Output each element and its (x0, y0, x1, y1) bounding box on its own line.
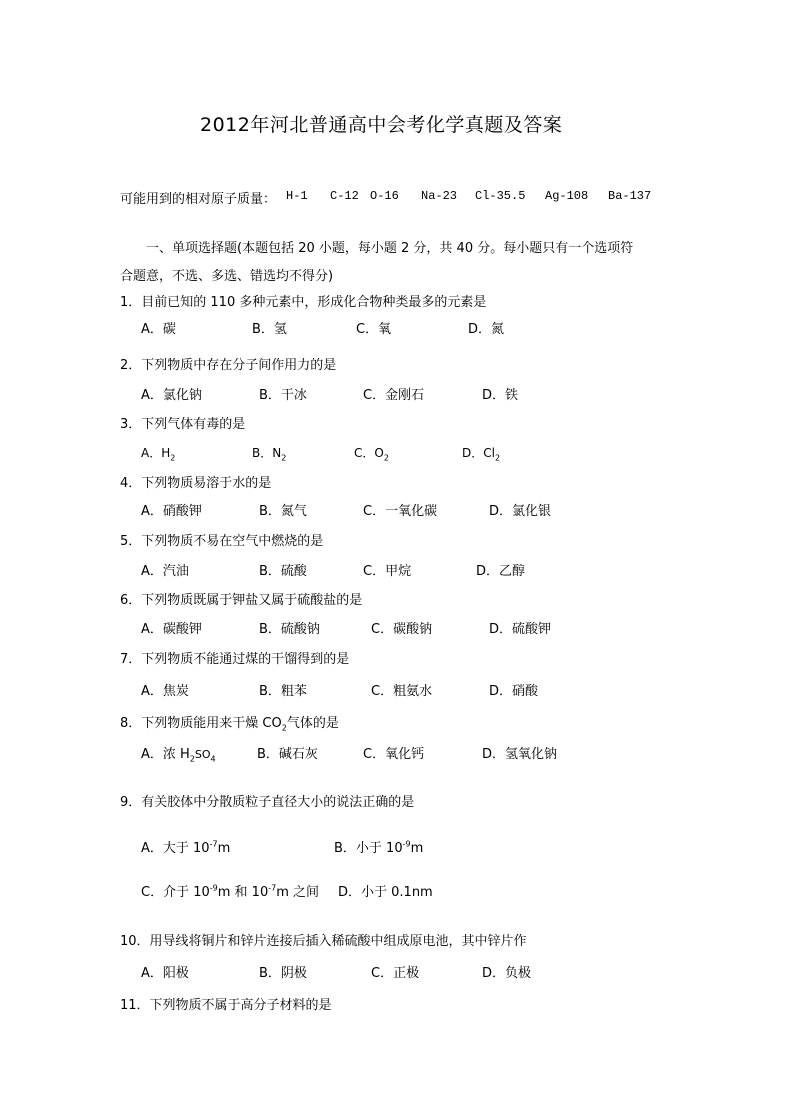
question-7 (120, 648, 349, 667)
option-c: C．一氧化碳 (363, 504, 438, 519)
option-a: A．氯化钠 (141, 388, 202, 403)
question-11 (120, 994, 332, 1013)
option-a: A．焦炭 (141, 684, 189, 699)
question-5 (120, 530, 323, 549)
atomic-mass-cl: Cl-35.5 (475, 189, 526, 203)
atomic-mass-o: O-16 (370, 189, 399, 203)
atomic-mass-c: C-12 (330, 189, 359, 203)
question-3 (120, 413, 245, 432)
option-b: B．$N_2$ (252, 446, 287, 463)
question-10 (120, 930, 527, 949)
option-b: B．小于 $10^{-9}m$ (334, 839, 424, 856)
atomic-mass-na: Na-23 (421, 189, 458, 203)
option-b: B．硫酸 (259, 564, 307, 579)
question-text: 下列物质中存在分子间作用力的是 (141, 358, 337, 373)
question-number: 6． (120, 593, 142, 608)
atomic-mass-h: H-1 (286, 189, 308, 203)
question-number: 5． (120, 534, 142, 549)
question-8 (120, 712, 339, 731)
question-4 (120, 472, 271, 491)
question-number: 9． (120, 795, 142, 810)
option-b: B．碱石灰 (257, 747, 318, 762)
option-c: C．甲烷 (363, 564, 412, 579)
option-a: A．大于 $10^{-7}m$ (141, 839, 231, 856)
option-a: A．碳 (141, 322, 176, 337)
question-number: 10． (120, 934, 150, 949)
option-b: B．干冰 (259, 388, 307, 403)
atomic-mass-ag: Ag-108 (545, 189, 589, 203)
option-c: C．氧 (356, 322, 392, 337)
question-1 (120, 291, 486, 310)
question-number: 1． (120, 295, 142, 310)
option-d: D．负极 (482, 966, 532, 981)
option-c: C．正极 (371, 966, 420, 981)
question-text: 用导线将铜片和锌片连接后插入稀硫酸中组成原电池，其中锌片作 (149, 934, 527, 949)
question-number: 4． (120, 476, 142, 491)
question-number: 2． (120, 358, 142, 373)
question-text: 下列物质不属于高分子材料的是 (149, 998, 332, 1013)
option-d: D．乙醇 (476, 564, 526, 579)
option-d: D．氮 (468, 322, 505, 337)
option-d: D．小于 0.1nm (338, 885, 433, 900)
option-c: C．$O_2$ (354, 446, 389, 463)
option-c: C．金刚石 (363, 388, 425, 403)
option-b: B．氢 (252, 322, 287, 337)
option-a: A．碳酸钾 (141, 622, 202, 637)
page-title: 2012年河北普通高中会考化学真题及答案 (200, 114, 563, 136)
option-d: D．氢氧化钠 (482, 747, 558, 762)
option-a: A．$H_2$ (141, 446, 176, 463)
option-c: C．粗氨水 (371, 684, 433, 699)
question-text: 下列物质能用来干燥 $CO_2$气体的是 (141, 716, 339, 733)
question-text: 有关胶体中分散质粒子直径大小的说法正确的是 (141, 795, 415, 810)
option-d: D．$Cl_2$ (462, 446, 501, 463)
question-6 (120, 589, 362, 608)
atomic-masses (120, 188, 276, 207)
option-c: C．介于 $10^{-9}m$ 和 $10^{-7}m$ 之间 (141, 883, 320, 900)
question-text: 下列物质易溶于水的是 (141, 476, 272, 491)
option-d: D．氯化银 (489, 504, 552, 519)
question-number: 3． (120, 417, 142, 432)
question-text: 下列气体有毒的是 (141, 417, 246, 432)
option-b: B．阴极 (259, 966, 307, 981)
question-number: 11． (120, 998, 150, 1013)
option-d: D．铁 (482, 388, 519, 403)
question-text: 目前已知的 110 多种元素中，形成化合物种类最多的元素是 (141, 295, 487, 310)
option-a: A．汽油 (141, 564, 189, 579)
section-heading-line2: 合题意，不选、多选、错选均不得分) (120, 269, 334, 284)
option-b: B．氮气 (259, 504, 307, 519)
section-heading-line1: 一、单项选择题(本题包括 20 小题，每小题 2 分，共 40 分。每小题只有一个选项符 (146, 241, 634, 256)
option-d: D．硫酸钾 (489, 622, 552, 637)
option-a: A．阳极 (141, 966, 189, 981)
question-number: 8． (120, 716, 142, 731)
option-c: C．碳酸钠 (371, 622, 433, 637)
question-text: 下列物质既属于钾盐又属于硫酸盐的是 (141, 593, 363, 608)
option-b: B．硫酸钠 (259, 622, 320, 637)
question-2 (120, 354, 336, 373)
option-c: C．氧化钙 (363, 747, 425, 762)
question-number: 7． (120, 652, 142, 667)
option-b: B．粗苯 (259, 684, 307, 699)
option-d: D．硝酸 (489, 684, 539, 699)
atomic-masses-label: 可能用到的相对原子质量： (120, 192, 277, 207)
atomic-mass-ba: Ba-137 (608, 189, 652, 203)
option-a: A．硝酸钾 (141, 504, 202, 519)
question-9 (120, 791, 414, 810)
question-text: 下列物质不能通过煤的干馏得到的是 (141, 652, 350, 667)
option-a: A．浓 $H_2SO_4$ (141, 747, 216, 764)
question-text: 下列物质不易在空气中燃烧的是 (141, 534, 324, 549)
